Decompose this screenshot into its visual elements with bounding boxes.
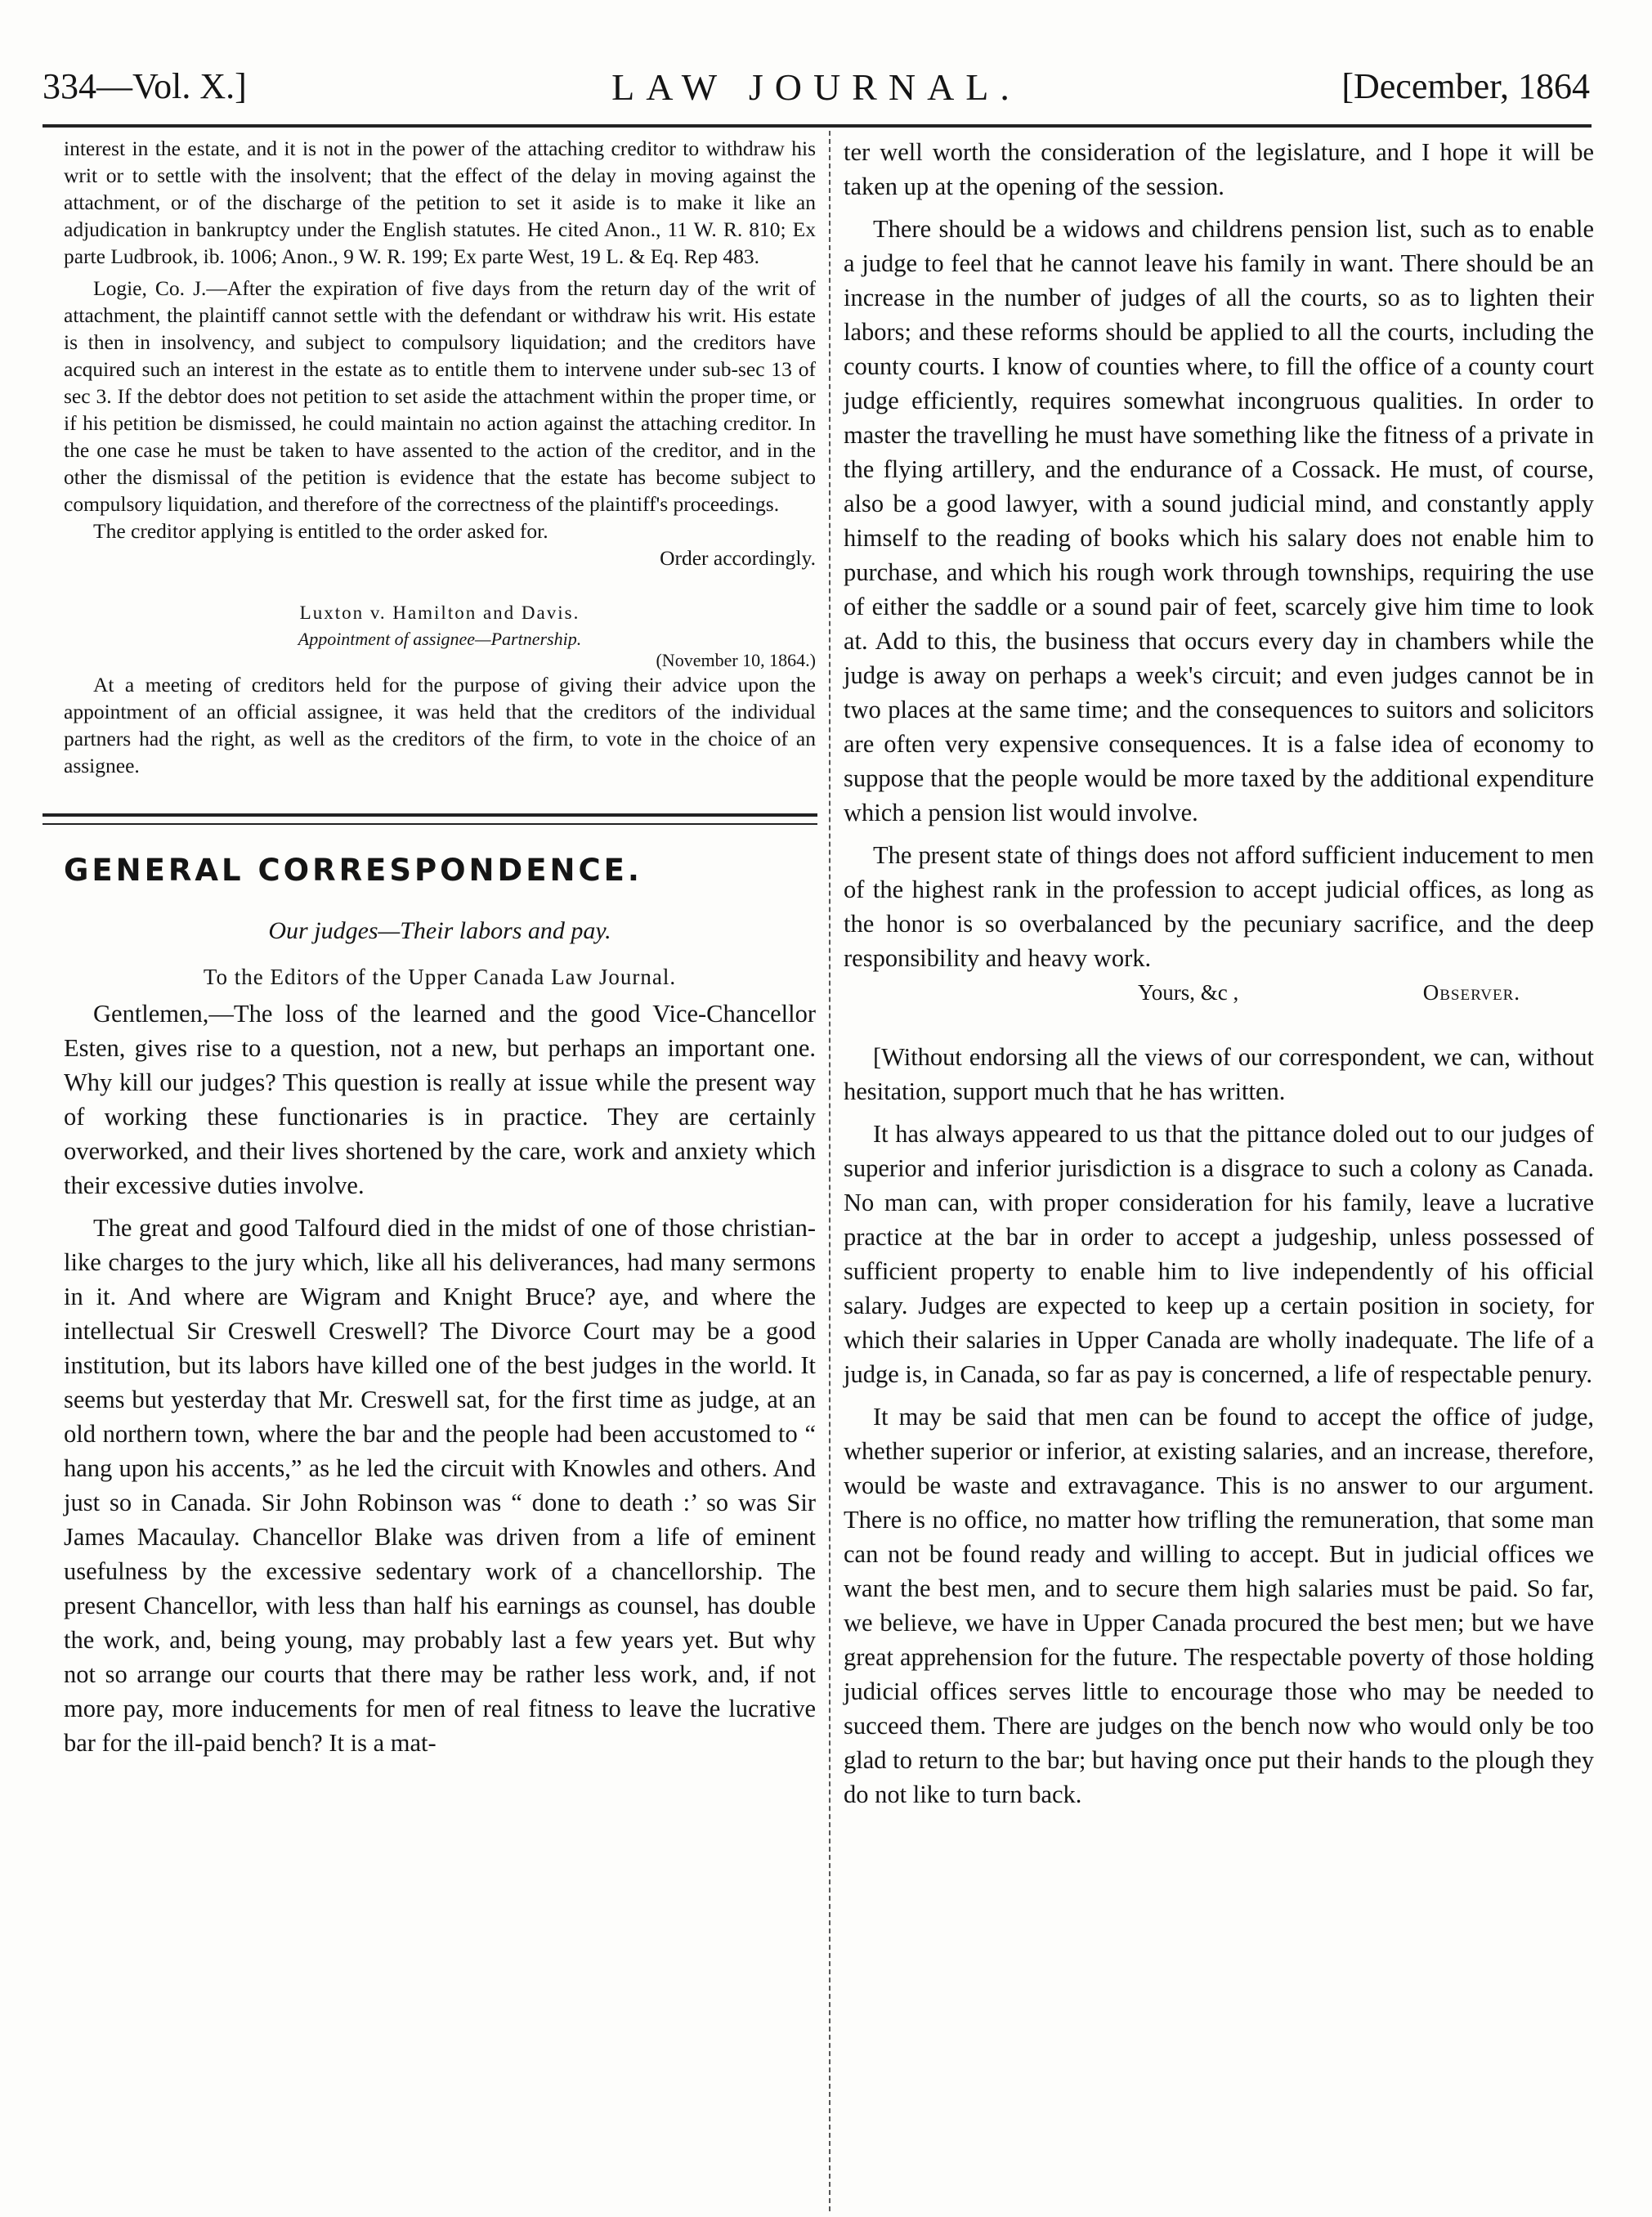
case-summary: At a meeting of creditors held for the purpose of giving their advice upon the appointment of an official assignee, it was held that the creditors of the individual partners had the right, as well as the creditors of the firm, to vote in the choice of an assignee. (64, 673, 816, 777)
paragraph-judgment: Logie, Co. J.—After the expiration of five days from the return day of the writ of attachment, the plaintiff cannot settle with the defendant or withdraw his writ. His estate is then in insolvency, and subject to compulsory liquidation; and the creditors have acquired such an interest in the estate as to entitle them to intervene under sub-sec 13 of sec 3. If the debtor does not petition to set aside the attachment within the proper time, or if his petition be dismissed, he could maintain no action against the attaching creditor. In the one case he must be taken to have assented to the action of the creditor, and in the other the dismissal of the petition is evidence that the estate has become subject to compulsory liquidation, and therefore of the correctness of the plaintiff's proceedings. (64, 276, 816, 516)
header-rule (43, 124, 1592, 128)
letter-paragraph: Gentlemen,—The loss of the learned and the good Vice-Chancellor Esten, gives rise to a question, not a new, but perhaps an important one. Why kill our judges? This question is really at issue while the present way of working these functionaries is in practice. They are certainly overworked, and their lives shortened by the care, work and anxiety which their excessive duties involve. (64, 1000, 816, 1199)
editorial-paragraph: It has always appeared to us that the pittance doled out to our judges of superior and inferior jurisdiction is a disgrace to such a colony as Canada. No man can, with proper consideration for his family, leave a lucrative practice at the bar in order to accept a judgeship, unless possessed of sufficient property to enable him to live independently of his official salary. Judges are expected to keep up a certain position in society, for which their salaries in Upper Canada are wholly inadequate. The life of a judge is, in Canada, so far as pay is concerned, a life of respectable penury. (844, 1120, 1594, 1388)
closing-phrase: Yours, &c , (1138, 980, 1239, 1005)
paragraph-conclusion: The creditor applying is entitled to the order asked for. (93, 519, 548, 543)
journal-title: LAW JOURNAL. (611, 66, 1021, 108)
page-header (43, 65, 1590, 114)
issue-date: [December, 1864 (1341, 66, 1590, 106)
left-column (64, 135, 816, 1760)
editorial-paragraph: [Without endorsing all the views of our correspondent, we can, without hesitation, support much that he has written. (844, 1043, 1594, 1105)
letter-paragraph: The great and good Talfourd died in the midst of one of those christian-like charges to the jury which, like all his deliverances, had many sermons in it. And where are Wigram and Knight Bruce? aye, and where the intellectual Sir Creswell Creswell? The Divorce Court may be a good institution, but its labors have killed one of the best judges in the world. It seems but yesterday that Mr. Creswell sat, for the first time as judge, at an old northern town, where the bar and the people had been accustomed to “ hang upon his accents,” as he led the circuit with Knowles and others. And just so in Canada. Sir John Robinson was “ done to death :’ so was Sir James Macaulay. Chancellor Blake was driven from a life of eminent usefulness by the excessive sedentary work of a chancellorship. The present Chancellor, with less than half his earnings as counsel, has double the work, and, being young, may probably last a few years yet. But why not so arrange our courts that there may be rather less work, and, if not more pay, more inducements for men of real fitness to leave the lucrative bar for the ill-paid bench? It is a mat- (64, 1214, 816, 1757)
case-date: (November 10, 1864.) (656, 650, 816, 670)
letter-signoff (844, 975, 1594, 1005)
signature: Observer. (1422, 980, 1520, 1005)
order-line: Order accordingly. (660, 546, 816, 570)
section-rule (43, 813, 817, 825)
section-heading: GENERAL CORRESPONDENCE. (64, 853, 642, 888)
volume-page-label: 334—Vol. X.] (43, 66, 247, 106)
letter-title: Our judges—Their labors and pay. (268, 917, 611, 944)
case-title: Luxton v. Hamilton and Davis. (299, 602, 580, 623)
letter-paragraph: There should be a widows and childrens pension list, such as to enable a judge to feel that he cannot leave his family in want. There should be an increase in the number of judges of all the courts, so as to lighten their labors; and these reforms should be applied to all the courts, including the county courts. I know of counties where, to fill the office of a county court judge efficiently, requires somewhat incongruous qualities. In order to master the travelling he must have something like the fitness of a private in the flying artillery, and the endurance of a Cossack. He must, of course, also be a good lawyer, with a sound judicial mind, and constantly apply himself to the reading of books which his salary does not enable him to purchase, and which his rough work through townships, requiring the use of either the saddle or a sound pair of feet, scarcely give him time to look at. Add to this, the business that occurs every day in chambers while the judge is away on perhaps a week's circuit; and even judges cannot be in two places at the same time; and the consequences to suitors and solicitors are often very expensive consequences. It is a false idea of economy to suppose that the people would be more taxed by the additional expenditure which a pension list would involve. (844, 215, 1594, 826)
right-column (844, 135, 1594, 1812)
letter-addressee: To the Editors of the Upper Canada Law Journal. (203, 965, 677, 989)
case-subtitle: Appointment of assignee—Partnership. (298, 629, 582, 649)
letter-paragraph: The present state of things does not afford sufficient inducement to men of the highest rank in the profession to accept judicial offices, as long as the honor is so overbalanced by the pecuniary sacrifice, and the deep responsibility and heavy work. (844, 841, 1594, 972)
letter-paragraph: ter well worth the consideration of the legislature, and I hope it will be taken up at the opening of the session. (844, 138, 1594, 200)
paragraph-argument: interest in the estate, and it is not in the power of the attaching creditor to withdraw his writ or to settle with the insolvent; that the effect of the delay in moving against the attachment, or of the discharge of the petition to set it aside is to make it like an adjudication in bankruptcy under the English statutes. He cited Anon., 11 W. R. 810; Ex parte Ludbrook, ib. 1006; Anon., 9 W. R. 199; Ex parte West, 19 L. & Eq. Rep 483. (64, 137, 816, 268)
editorial-paragraph: It may be said that men can be found to accept the office of judge, whether superior or inferior, at existing salaries, and an increase, therefore, would be waste and extravagance. This is no answer to our argument. There is no office, no matter how trifling the remuneration, that some man can not be found ready and willing to accept. But in judicial offices we want the best men, and to secure them high salaries must be paid. So far, we believe, we have in Upper Canada procured the best men; but we have great apprehension for the future. The respectable poverty of those holding judicial offices serves little to encourage those who may be needed to succeed them. There are judges on the bench now who would only be too glad to return to the bar; but having once put their hands to the plough they do not like to turn back. (844, 1403, 1594, 1808)
column-divider (829, 131, 830, 2211)
